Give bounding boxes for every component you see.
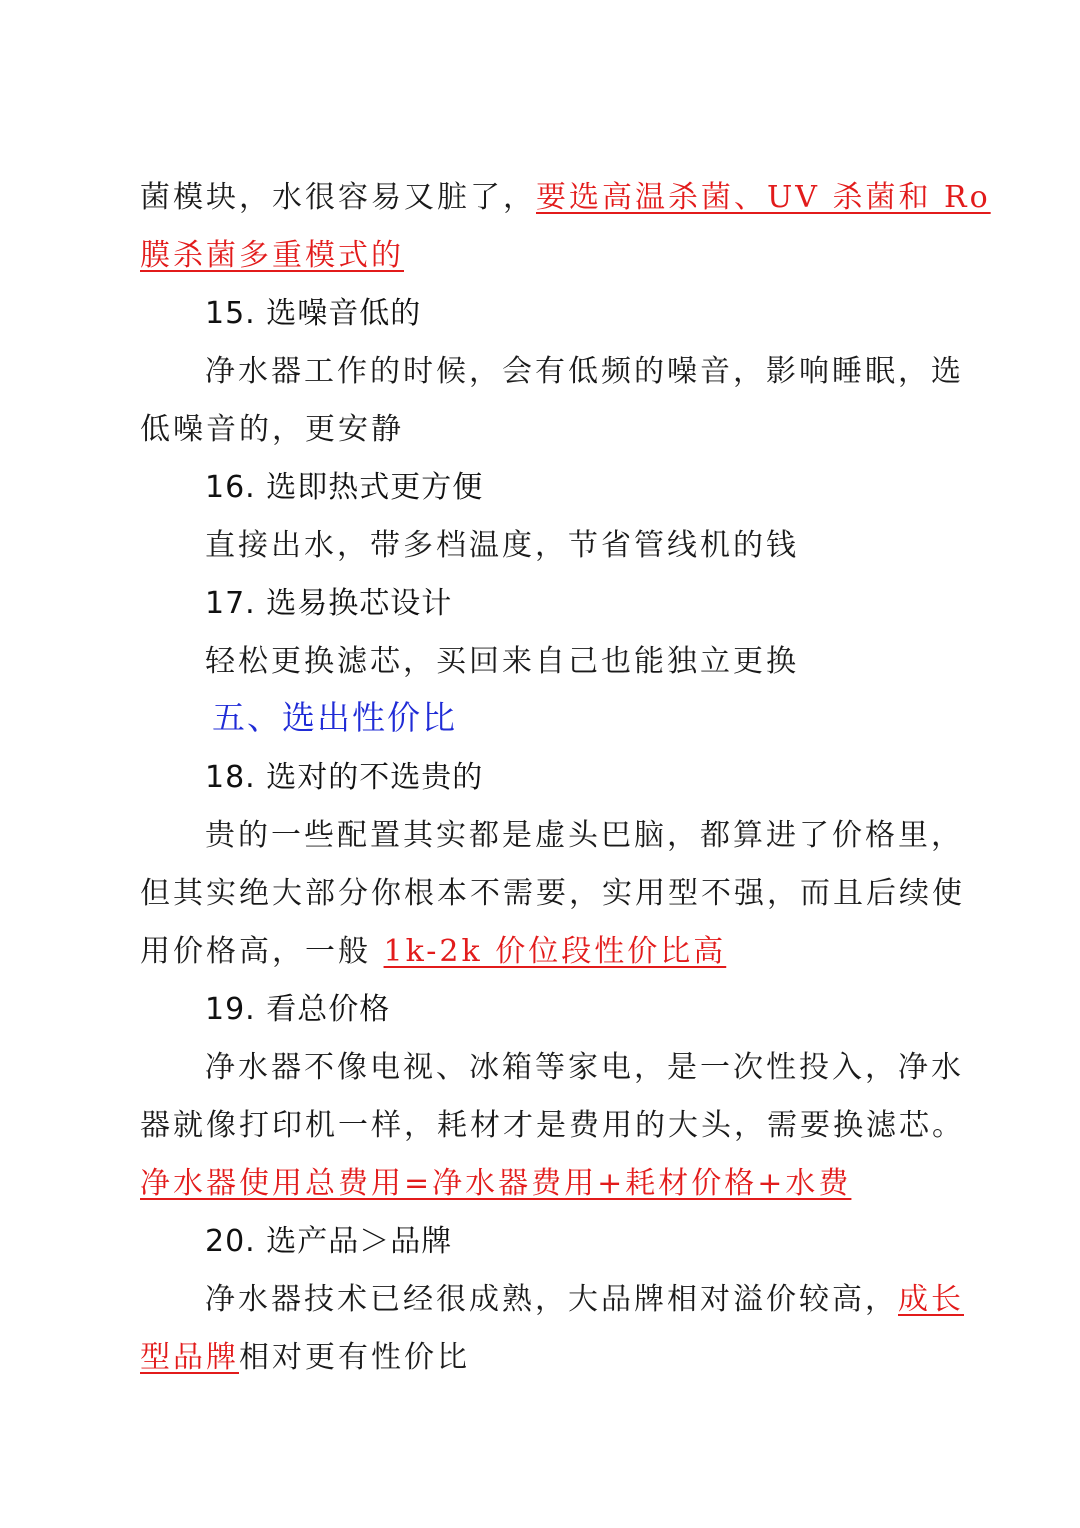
highlighted-text: 成长 — [898, 1282, 964, 1317]
item-heading-16: 16. 选即热式更方便 — [205, 470, 484, 505]
paragraph-line: 低噪音的，更安静 — [140, 412, 404, 447]
paragraph-line — [140, 932, 960, 972]
highlighted-text: 要选高温杀菌、UV 杀菌和 Ro — [536, 180, 991, 215]
highlighted-text: 型品牌 — [140, 1340, 239, 1375]
paragraph-line — [140, 236, 960, 276]
paragraph-line: 轻松更换滤芯，买回来自己也能独立更换 — [205, 644, 799, 679]
paragraph-line — [205, 1280, 1025, 1320]
item-heading-19: 19. 看总价格 — [205, 992, 391, 1027]
highlighted-text: 膜杀菌多重模式的 — [140, 238, 404, 273]
paragraph-line: 直接出水，带多档温度，节省管线机的钱 — [205, 528, 799, 563]
text-span: 用价格高，一般 — [140, 934, 384, 969]
highlighted-text: 净水器使用总费用=净水器费用+耗材价格+水费 — [140, 1166, 852, 1201]
paragraph-line — [140, 1164, 960, 1204]
paragraph-line: 净水器不像电视、冰箱等家电，是一次性投入，净水 — [205, 1050, 964, 1085]
section-heading: 五、选出性价比 — [212, 698, 457, 737]
item-heading-15: 15. 选噪音低的 — [205, 296, 422, 331]
item-heading-20: 20. 选产品＞品牌 — [205, 1224, 453, 1259]
paragraph-line: 净水器工作的时候，会有低频的噪音，影响睡眠，选 — [205, 354, 964, 389]
paragraph-line: 但其实绝大部分你根本不需要，实用型不强，而且后续使 — [140, 876, 965, 911]
item-heading-17: 17. 选易换芯设计 — [205, 586, 453, 621]
text-span: 相对更有性价比 — [239, 1340, 470, 1375]
paragraph-line — [140, 178, 991, 218]
item-heading-18: 18. 选对的不选贵的 — [205, 760, 484, 795]
highlighted-text: 1k-2k 价位段性价比高 — [383, 934, 727, 969]
text-span: 菌模块，水很容易又脏了， — [140, 180, 536, 215]
text-span: 净水器技术已经很成熟，大品牌相对溢价较高， — [205, 1282, 898, 1317]
paragraph-line: 贵的一些配置其实都是虚头巴脑，都算进了价格里， — [205, 818, 964, 853]
paragraph-line — [140, 1338, 960, 1378]
paragraph-line: 器就像打印机一样，耗材才是费用的大头，需要换滤芯。 — [140, 1108, 965, 1143]
